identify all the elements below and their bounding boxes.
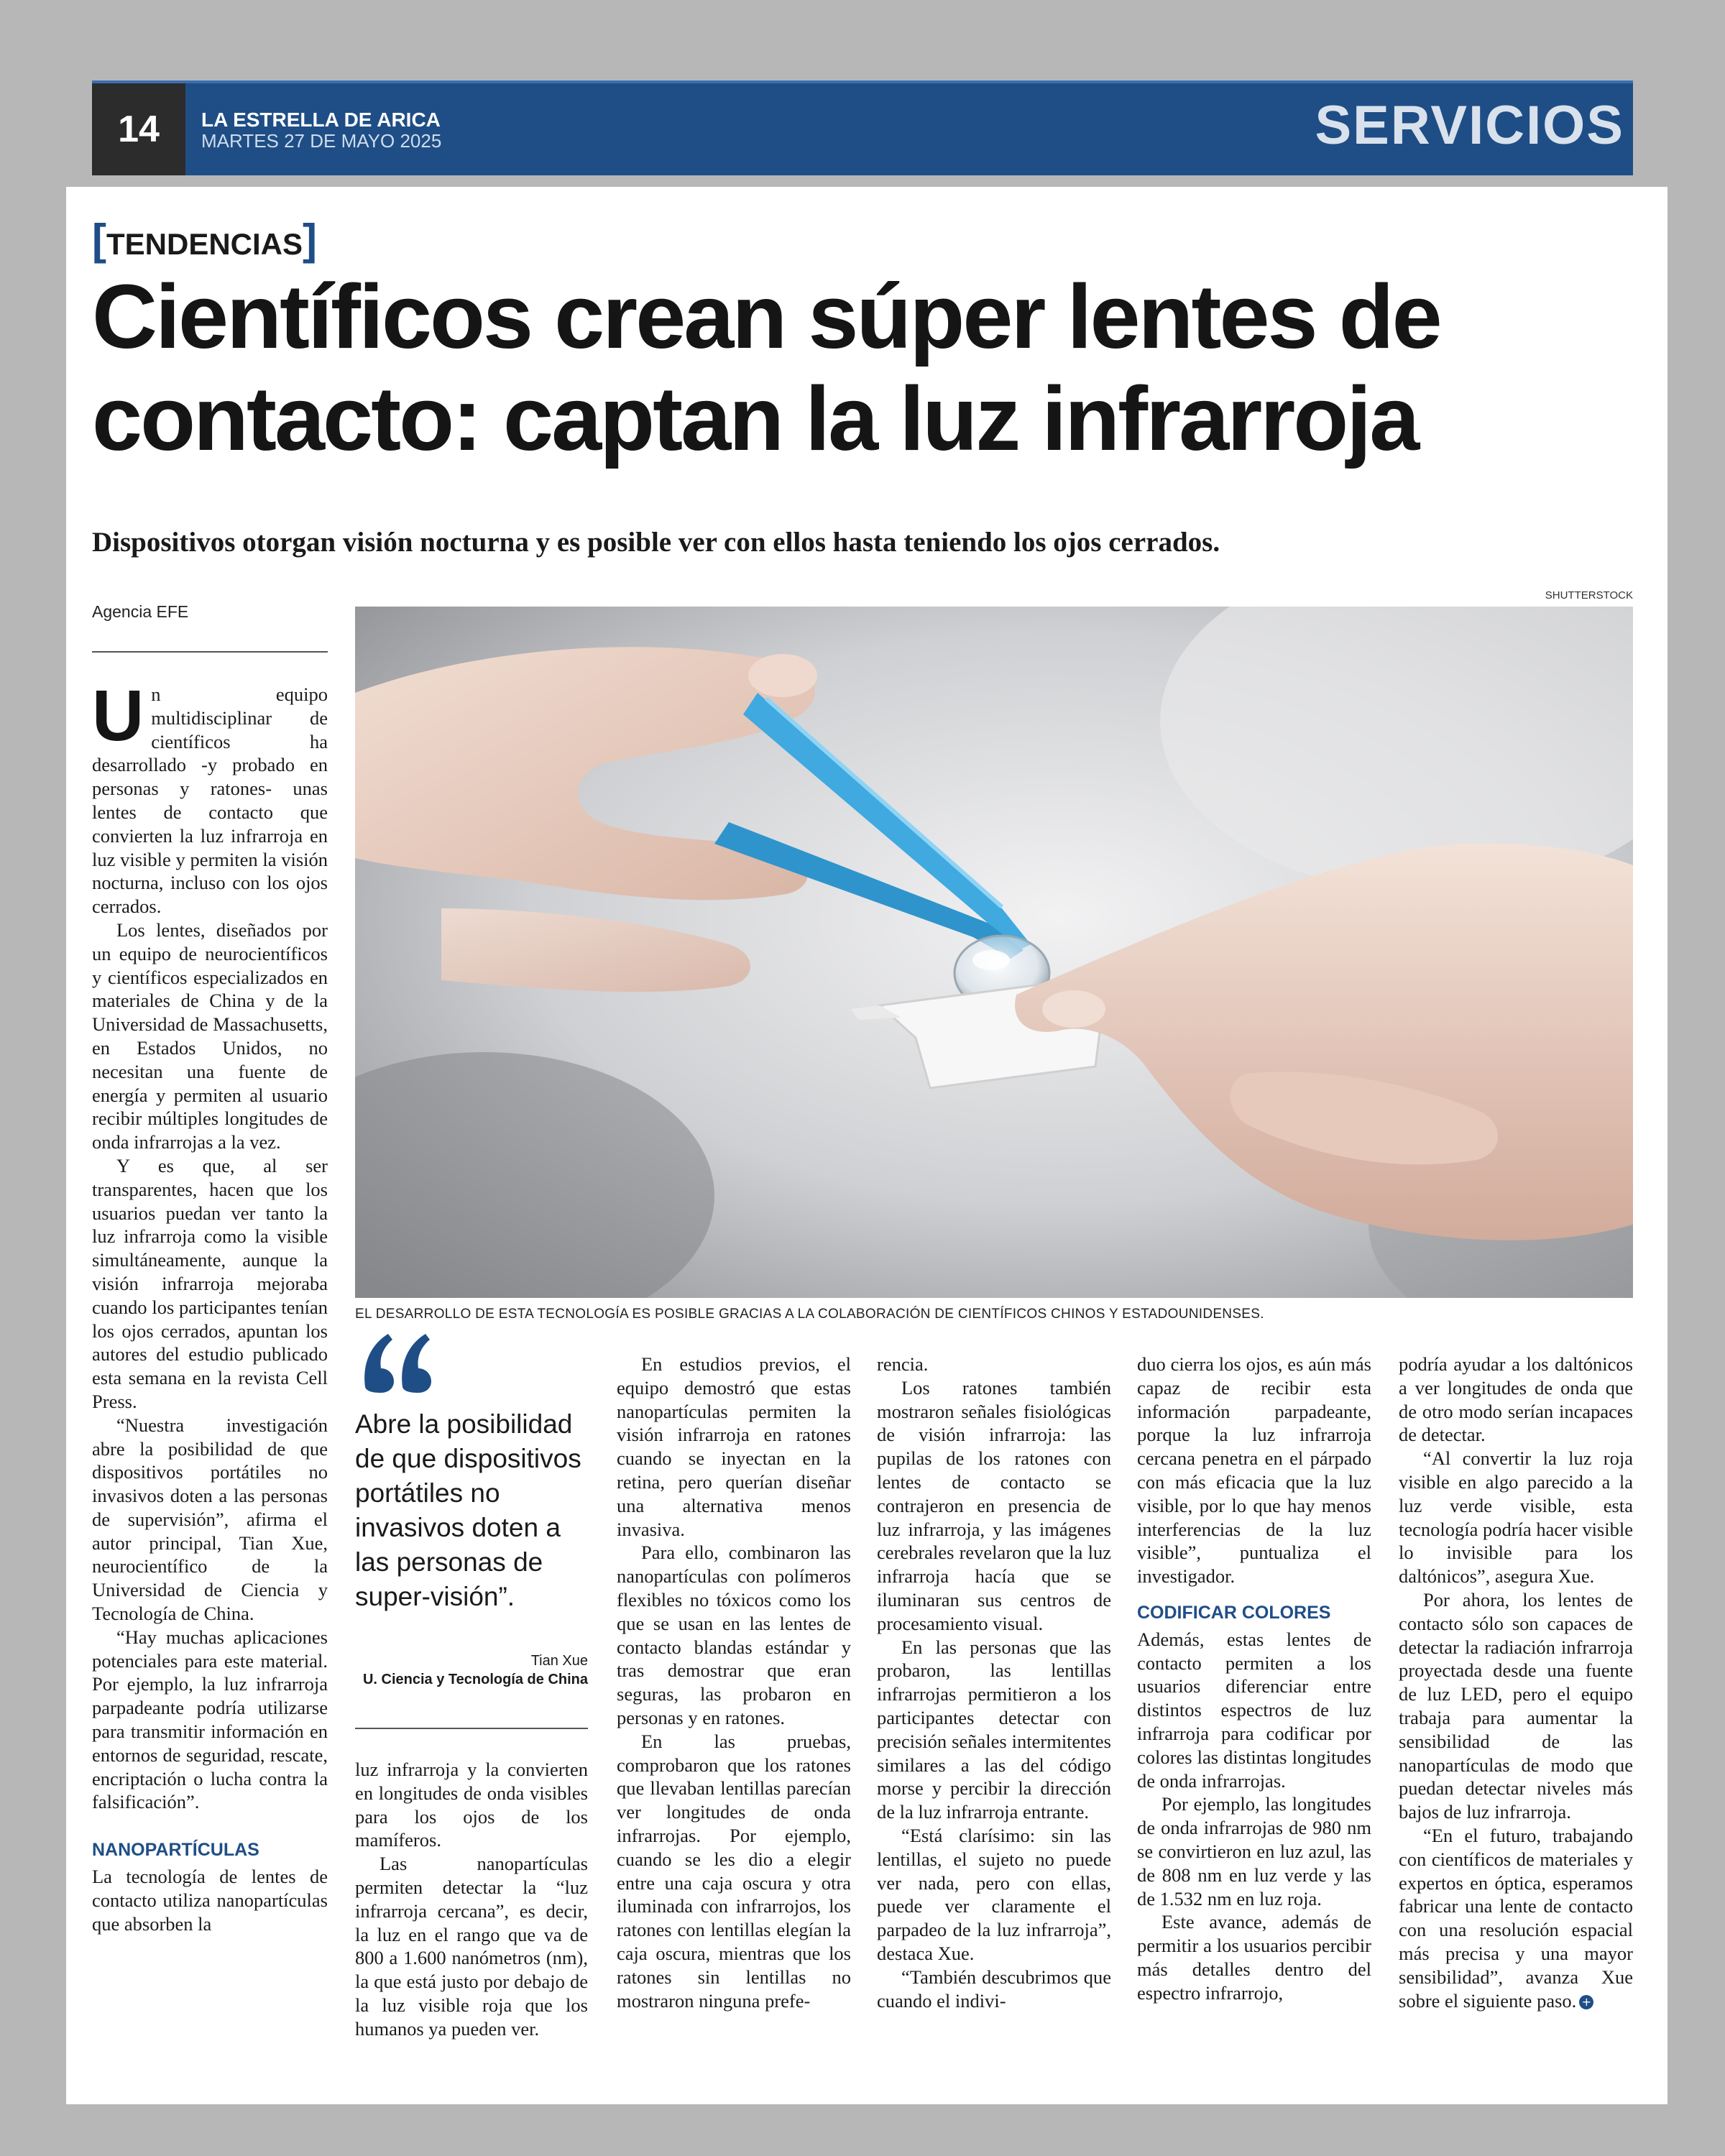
deck: Dispositivos otorgan visión nocturna y es posible ver con ellos hasta teniendo los ojos cerrados. [92,527,1220,558]
paragraph-text: “En el futuro, trabajando con científicos de materiales y expertos en óptica, esperamos fabricar una lente de contacto con una resolución espacial más precisa y una mayor sensibilidad”, avanza Xue sobre el siguiente paso. [1399,1824,1633,2012]
column-6 [1399,1353,1633,2012]
paragraph [92,676,328,918]
paragraph: “Hay muchas aplicaciones potenciales para este material. Por ejemplo, la luz infrarroja parpadeante podría utilizarse para transmitir información en entornos de seguridad, rescate, encriptación o lucha contra la falsificación”. [92,1626,328,1813]
column-5 [1137,1353,1371,2005]
paragraph: La tecnología de lentes de contacto utiliza nanopartículas que absorben la [92,1866,328,1935]
paragraph: “Nuestra investigación abre la posibilidad de que dispositivos portátiles no invasivos doten a las personas de supervisión”, afirma el autor principal, Tian Xue, neurocientífico de la Universidad de Ciencia y Tecnología de China. [92,1414,328,1625]
end-of-article-icon: + [1579,1995,1593,2009]
headline-line-1: Científicos crean súper lentes de [92,266,1440,367]
paragraph: En estudios previos, el equipo demostró que estas nanopartículas permiten la visión infrarroja en ratones cuando se inyectan en la retina, pero querían diseñar una alternativa menos invasiva. [617,1353,851,1540]
paragraph: Por ahora, los lentes de contacto sólo son capaces de detectar la radiación infrarroja proyectada desde una fuente de luz LED, pero el equipo trabaja para aumentar la sensibilidad de las nanopartículas de modo que puedan detectar niveles más bajos de luz infrarroja. [1399,1588,1633,1823]
contact-lens-photo-illustration [355,607,1633,1298]
quote-author: Tian Xue [530,1653,588,1669]
pull-quote: Abre la posibilidad de que dispositivos portátiles no invasivos doten a las personas de super-visión”. [355,1409,581,1611]
paragraph: En las personas que las probaron, las lentillas infrarrojas permitieron a los participantes detectar con precisión señales intermitentes similares a las del código morse y percibir la dirección de la luz infrarroja entrante. [877,1636,1111,1823]
paragraph: podría ayudar a los daltónicos a ver longitudes de onda que de otro modo serían incapaces de detectar. [1399,1353,1633,1446]
paragraph: Además, estas lentes de contacto permiten a los usuarios diferenciar entre distintos espectros de luz infrarroja para codificar por colores las distintas longitudes de onda infrarrojas. [1137,1628,1371,1792]
paragraph: Las nanopartículas permiten detectar la “luz infrarroja cercana”, es decir, la luz en el rango que va de 800 a 1.600 nanómetros (nm), la que está justo por debajo de la luz visible roja que los humanos ya pueden ver. [355,1853,588,2040]
paragraph: Este avance, además de permitir a los usuarios percibir más detalles dentro del espectro infrarrojo, [1137,1911,1371,2004]
quote-affiliation: U. Ciencia y Tecnología de China [362,1672,588,1687]
paragraph [1399,1824,1633,2012]
subhead-codificar-colores: CODIFICAR COLORES [1137,1602,1331,1623]
paragraph: rencia. [877,1353,929,1375]
section-name: SERVICIOS [1315,95,1624,156]
byline: Agencia EFE [92,602,189,621]
paragraph: “También descubrimos que cuando el indivi- [877,1966,1111,2012]
photo-caption: EL DESARROLLO DE ESTA TECNOLOGÍA ES POSIBLE GRACIAS A LA COLABORACIÓN DE CIENTÍFICOS CHINOS Y ESTADOUNIDENSES. [355,1307,1264,1322]
paragraph: Los ratones también mostraron señales fisiológicas de visión infrarroja: las pupilas de los ratones con lentes de contacto se contrajeron en presencia de luz infrarroja, y las imágenes cerebrales revelaron que la luz infrarroja hacía que se iluminaran sus centros de procesamiento visual. [877,1376,1111,1634]
paragraph: Para ello, combinaron las nanopartículas con polímeros flexibles no tóxicos como los que se usan en las lentes de contacto blandas estándar y tras demostrar que eran seguras, las probaron en personas y en ratones. [617,1542,851,1728]
headline [92,266,1644,470]
paragraph-text: n equipo multidisciplinar de científicos ha desarrollado -y probado en personas y ratones- unas lentes de contacto que convierten la luz infrarroja en luz visible y permiten la visión nocturna, incluso con los ojos cerrados. [92,683,328,918]
paragraph: luz infrarroja y la convierten en longitudes de onda visibles para los ojos de los mamíferos. [355,1759,588,1851]
column-3 [617,1353,851,2012]
paragraph: “Al convertir la luz roja visible en algo parecido a la luz verde visible, esta tecnología podría hacer visible lo invisible para los daltónicos”, asegura Xue. [1399,1447,1633,1588]
kicker: [TENDENCIAS] [92,216,317,264]
divider [355,1728,588,1729]
page-number: 14 [92,83,185,175]
subhead-nanoparticulas: NANOPARTÍCULAS [92,1840,259,1861]
drop-cap: U [92,676,144,756]
headline-line-2: contacto: captan la luz infrarroja [92,368,1418,469]
paragraph: Por ejemplo, las longitudes de onda infrarrojas de 980 nm se convirtieron en luz azul, las de 808 nm en luz verde y las de 1.532 nm en luz roja. [1137,1793,1371,1909]
column-2 [355,1758,588,2041]
article-photo [355,607,1633,1298]
photo-credit: SHUTTERSTOCK [1545,589,1633,602]
paragraph: duo cierra los ojos, es aún más capaz de recibir esta información parpadeante, porque la luz infrarroja cercana penetra en el párpado con más eficacia que la luz visible, por lo que hay menos interferencias de la luz visible”, puntualiza el investigador. [1137,1353,1371,1588]
paragraph: En las pruebas, comprobaron que los ratones que llevaban lentillas parecían ver longitudes de onda infrarrojas. Por ejemplo, cuando se les dio a elegir entre una caja oscura y otra iluminada con infrarrojos, los ratones con lentillas elegían la caja oscura, mientras que los ratones sin lentillas no mostraron ninguna prefe- [617,1730,851,2012]
quote-mark-icon [359,1330,438,1394]
newspaper-name: LA ESTRELLA DE ARICA [201,109,441,131]
divider [92,651,328,653]
paragraph: “Está clarísimo: sin las lentillas, el sujeto no puede ver nada, pero con ellas, puede ver claramente el parpadeo de la luz infrarroja”, destaca Xue. [877,1824,1111,1964]
kicker-label: TENDENCIAS [106,227,303,261]
column-1 [92,676,328,1935]
paragraph: Los lentes, diseñados por un equipo de neurocientíficos y científicos especializados en materiales de China y de la Universidad de Massachusetts, en Estados Unidos, no necesitan una fuente de energía y permiten al usuario recibir múltiples longitudes de onda infrarrojas a la vez. [92,918,328,1153]
issue-date: MARTES 27 DE MAYO 2025 [201,130,442,152]
column-4 [877,1353,1111,2012]
paragraph: Y es que, al ser transparentes, hacen que los usuarios puedan ver tanto la luz infrarroja como la visible simultáneamente, aunque la visión infrarroja mejoraba cuando los participantes tenían los ojos cerrados, apuntan los autores del estudio publicado esta semana en la revista Cell Press. [92,1154,328,1412]
